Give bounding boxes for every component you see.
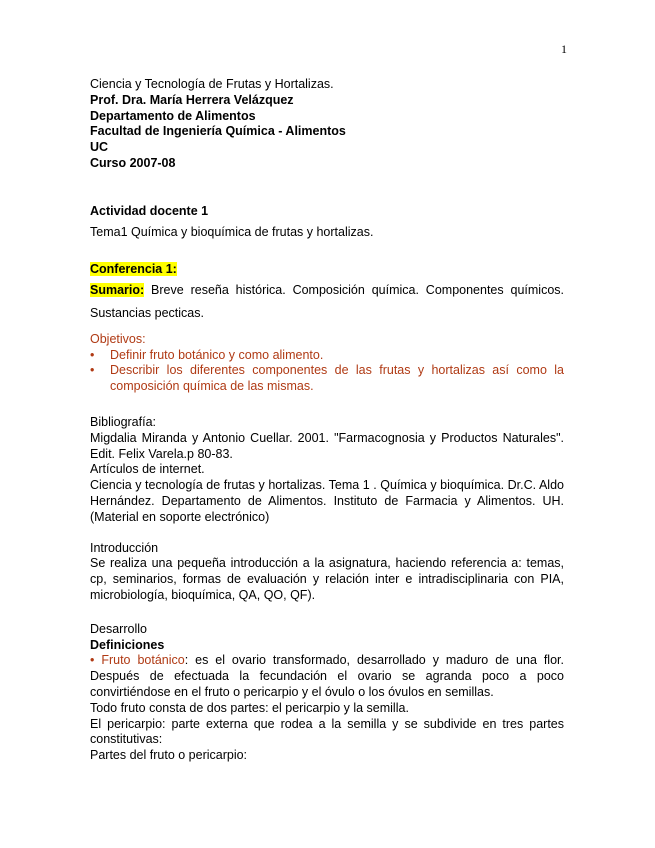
objectives-list	[90, 348, 564, 395]
sumario-text: Breve reseña histórica. Composición química. Componentes químicos.	[144, 283, 564, 298]
fruit-term-definition: : es el ovario transformado, desarrollado y maduro de una flor.	[184, 653, 564, 668]
sumario-continuation: Sustancias pecticas.	[90, 305, 204, 320]
activity-topic: Tema1 Química y bioquímica de frutas y hortalizas.	[90, 224, 374, 239]
bibliography-entry-3: Ciencia y tecnología de frutas y hortalizas. Tema 1 . Química y bioquímica. Dr.C. Aldo Hernández. Departamento de Alimentos. Instituto de Farmacia y Alimentos. UH. (Material en soporte electrónico)	[90, 478, 564, 524]
sumario-label: Sumario:	[90, 283, 145, 298]
objective-item: • Definir fruto botánico y como alimento.	[90, 347, 324, 362]
faculty: Facultad de Ingeniería Química - Alimentos	[90, 124, 346, 139]
development-paragraph-3: El pericarpio: parte externa que rodea a la semilla y se subdivide en tres partes constitutivas:	[90, 716, 564, 747]
development-paragraph-4: Partes del fruto o pericarpio:	[90, 748, 248, 763]
page-number: 1	[561, 42, 567, 56]
introduction-text: Se realiza una pequeña introducción a la asignatura, haciendo referencia a: temas, cp, seminarios, formas de evaluación y relación inter e intradisciplinaria con PIA, microbiología, bioquímica, QA, QO, QF).	[90, 556, 564, 602]
bibliography-entry-1: Migdalia Miranda y Antonio Cuellar. 2001. "Farmacognosia y Productos Naturales". Edit. Felix Varela.p 80-83.	[90, 430, 564, 461]
bibliography-entry-2: Artículos de internet.	[90, 462, 205, 477]
bibliography-title: Bibliografía:	[90, 414, 157, 429]
course-title: Ciencia y Tecnología de Frutas y Hortalizas.	[90, 77, 334, 91]
sumario-line	[90, 283, 564, 299]
development-paragraph-1: Después de efectuada la fecundación el ovario se agranda poco a poco convirtiéndose en el fruto o pericarpio y el óvulo o los óvulos en semillas.	[90, 669, 564, 699]
introduction-title: Introducción	[90, 540, 159, 555]
professor-name: Prof. Dra. María Herrera Velázquez	[90, 92, 294, 107]
development-title: Desarrollo	[90, 621, 147, 636]
university: UC	[90, 140, 109, 155]
fruit-term: Fruto botánico	[94, 653, 185, 668]
development-paragraph-2: Todo fruto consta de dos partes: el pericarpio y la semilla.	[90, 700, 409, 715]
objectives-title: Objetivos:	[90, 331, 146, 346]
department: Departamento de Alimentos	[90, 108, 256, 123]
fruit-definition	[90, 653, 564, 669]
page-content	[90, 77, 564, 764]
definitions-heading: Definiciones	[90, 637, 165, 652]
bullet-icon: •	[90, 653, 95, 668]
conference-label: Conferencia 1:	[90, 262, 177, 277]
course-year: Curso 2007-08	[90, 155, 176, 170]
objective-item: • Describir los diferentes componentes de las frutas y hortalizas así como la composición química de las mismas.	[90, 363, 564, 394]
bullet-icon: •	[90, 363, 95, 378]
bullet-icon: •	[90, 347, 95, 362]
activity-title: Actividad docente 1	[90, 203, 209, 218]
